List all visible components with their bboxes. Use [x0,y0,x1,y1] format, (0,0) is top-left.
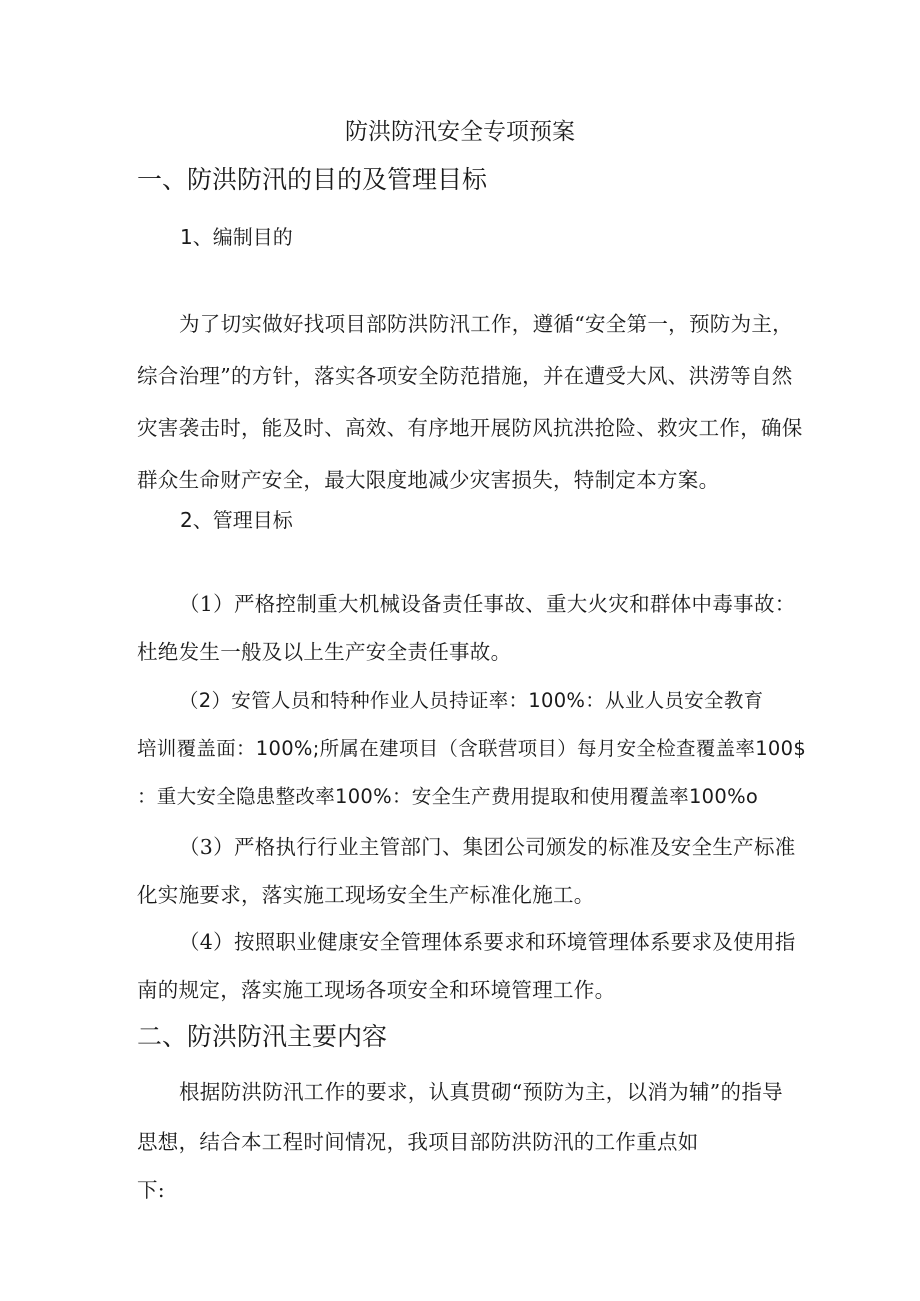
paragraph-line: 灾害袭击时，能及时、高效、有序地开展防风抗洪抢险、救灾工作，确保 [137,416,803,440]
main-content-paragraph [137,1067,787,1215]
paragraph-line: 为了切实做好找项目部防洪防汛工作，遵循“安全第一，预防为主， [179,312,793,336]
goal-item-4 [137,918,796,1014]
paragraph-line: 下: [137,1178,166,1202]
goal-item-1 [137,580,796,676]
paragraph-line: 群众生命财产安全，最大限度地减少灾害损失，特制定本方案。 [137,468,720,492]
purpose-paragraph [137,298,803,506]
section-1-heading: 一、防洪防汛的目的及管理目标 [137,165,488,194]
paragraph-line: 综合治理”的方针，落实各项安全防范措施，并在遭受大风、洪涝等自然 [137,364,793,388]
paragraph-line: 化实施要求，落实施工现场安全生产标准化施工。 [137,883,595,907]
subsection-2-heading: 2、管理目标 [180,508,293,532]
document-title: 防洪防汛安全专项预案 [345,119,575,145]
subsection-1-heading: 1、编制目的 [180,225,293,249]
paragraph-line: （3）严格执行行业主管部门、集团公司颁发的标准及安全生产标准 [179,835,796,859]
goal-item-3 [137,823,796,919]
section-2-heading: 二、防洪防汛主要内容 [137,1022,388,1051]
paragraph-line: 思想，结合本工程时间情况，我项目部防洪防汛的工作重点如 [137,1130,699,1154]
paragraph-line: （2）安管人员和特种作业人员持证率：100%：从业人员安全教育 [179,689,764,712]
goal-item-2 [137,677,807,821]
paragraph-line: （1）严格控制重大机械设备责任事故、重大火灾和群体中毒事故： [179,592,796,616]
paragraph-line: 南的规定，落实施工现场各项安全和环境管理工作。 [137,978,616,1002]
paragraph-line: 培训覆盖面：100%;所属在建项目（含联营项目）每月安全检查覆盖率100$ [137,737,807,760]
paragraph-line: 根据防洪防汛工作的要求，认真贯砌“预防为主，以消为辅”的指导 [179,1080,783,1104]
paragraph-line: 杜绝发生一般及以上生产安全责任事故。 [137,640,512,664]
paragraph-line: ：重大安全隐患整改率100%：安全生产费用提取和使用覆盖率100%o [137,785,759,808]
paragraph-line: （4）按照职业健康安全管理体系要求和环境管理体系要求及使用指 [179,930,796,954]
